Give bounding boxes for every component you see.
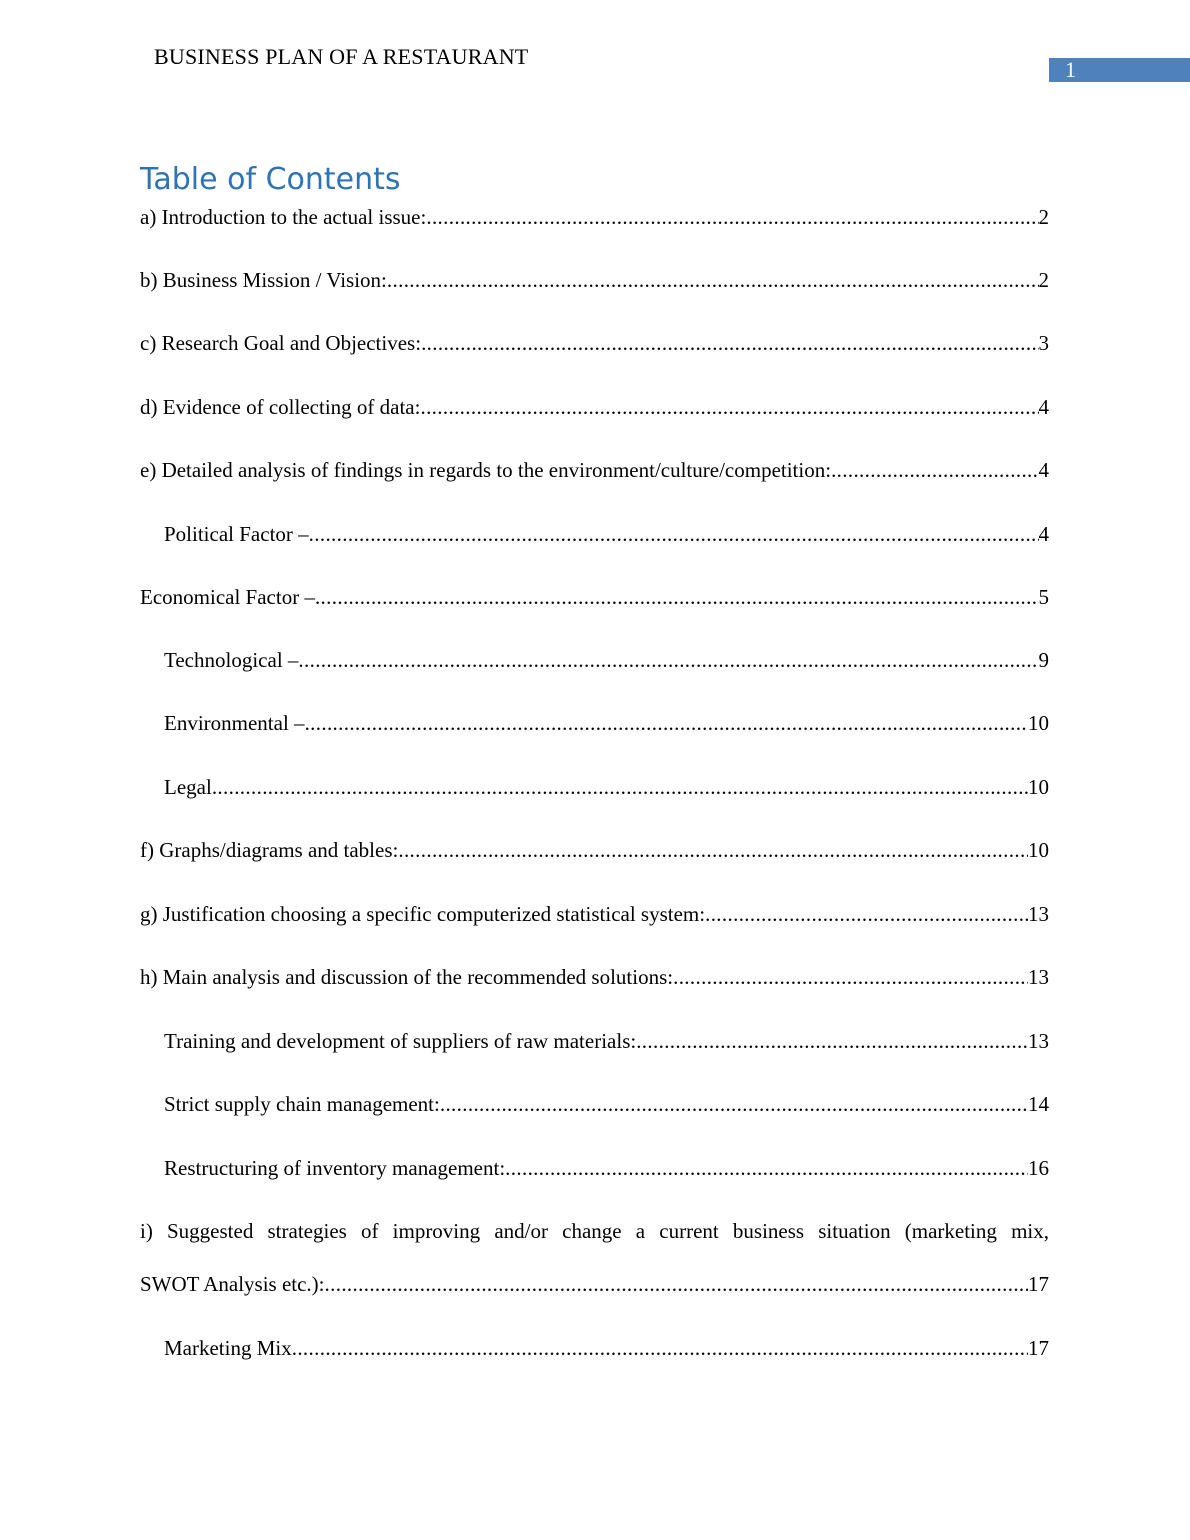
- toc-dot-leader: [309, 519, 1039, 549]
- toc-entry[interactable]: [140, 962, 1049, 992]
- toc-entry-page: 4: [1038, 522, 1049, 546]
- toc-entry-label: Political Factor –: [164, 522, 309, 546]
- toc-entry-label: g) Justification choosing a specific computerized statistical system:: [140, 902, 706, 926]
- toc-entry-label: Marketing Mix: [164, 1336, 292, 1360]
- toc-entry-page: 14: [1028, 1092, 1049, 1116]
- toc-entry[interactable]: [140, 455, 1049, 485]
- toc-subentry[interactable]: [164, 1153, 1049, 1183]
- toc-dot-leader: [420, 392, 1038, 422]
- toc-dot-leader: [505, 1153, 1028, 1183]
- toc-entry[interactable]: [140, 328, 1049, 358]
- toc-entry-label: Strict supply chain management:: [164, 1092, 440, 1116]
- toc-entry-line2: [140, 1269, 1049, 1299]
- toc-entry-page: 4: [1038, 395, 1049, 419]
- toc-subentry[interactable]: [164, 645, 1049, 675]
- toc-dot-leader: [305, 708, 1028, 738]
- toc-dot-leader: [325, 1269, 1028, 1299]
- toc-entry-label: f) Graphs/diagrams and tables:: [140, 838, 399, 862]
- toc-dot-leader: [292, 1333, 1028, 1363]
- toc-entry-page: 13: [1028, 902, 1049, 926]
- toc-entry[interactable]: [140, 835, 1049, 865]
- page-number: 1: [1065, 57, 1076, 82]
- toc-entry-label-line2: SWOT Analysis etc.):: [140, 1272, 325, 1296]
- toc-entry-page: 13: [1028, 965, 1049, 989]
- toc-entry-page: 10: [1028, 775, 1049, 799]
- toc-entry-page: 4: [1038, 458, 1049, 482]
- toc-subentry[interactable]: [164, 1089, 1049, 1119]
- toc-dot-leader: [298, 645, 1038, 675]
- toc-entry-page: 2: [1038, 268, 1049, 292]
- toc-entry-page: 17: [1028, 1336, 1049, 1360]
- toc-entry[interactable]: [140, 582, 1049, 612]
- toc-dot-leader: [421, 328, 1038, 358]
- toc-entry-label: e) Detailed analysis of findings in regards to the environment/culture/competition:: [140, 458, 832, 482]
- toc-dot-leader: [426, 202, 1038, 232]
- toc-dot-leader: [315, 582, 1039, 612]
- toc-subentry[interactable]: [164, 772, 1049, 802]
- toc-entry-label: Technological –: [164, 648, 299, 672]
- page-number-badge: [1049, 58, 1190, 82]
- toc-entry-page: 17: [1028, 1272, 1049, 1296]
- toc-entry-label: b) Business Mission / Vision:: [140, 268, 387, 292]
- toc-dot-leader: [212, 772, 1028, 802]
- toc-dot-leader: [673, 962, 1028, 992]
- toc-entry-label: c) Research Goal and Objectives:: [140, 331, 422, 355]
- toc-dot-leader: [440, 1089, 1028, 1119]
- toc-entry-label: a) Introduction to the actual issue:: [140, 205, 427, 229]
- toc-entry[interactable]: [140, 202, 1049, 232]
- toc-dot-leader: [398, 835, 1028, 865]
- toc-entry[interactable]: [140, 392, 1049, 422]
- toc-entry-page: 9: [1038, 648, 1049, 672]
- toc-subentry[interactable]: [164, 1026, 1049, 1056]
- toc-dot-leader: [831, 455, 1038, 485]
- toc-entry-label: Restructuring of inventory management:: [164, 1156, 506, 1180]
- toc-dot-leader: [387, 265, 1039, 295]
- toc-entry-page: 10: [1028, 711, 1049, 735]
- toc-entry-label: h) Main analysis and discussion of the recommended solutions:: [140, 965, 674, 989]
- toc-entry[interactable]: [140, 899, 1049, 929]
- toc-subentry[interactable]: [164, 708, 1049, 738]
- toc-entry-label-line1: i) Suggested strategies of improving and/or change a current business situation (marketing mix,: [140, 1219, 1049, 1243]
- toc-entry-page: 13: [1028, 1029, 1049, 1053]
- toc-dot-leader: [705, 899, 1028, 929]
- toc-entry-page: 3: [1038, 331, 1049, 355]
- toc-entry-label: Training and development of suppliers of raw materials:: [164, 1029, 637, 1053]
- toc-subentry[interactable]: [164, 1333, 1049, 1363]
- toc-entry-page: 2: [1038, 205, 1049, 229]
- toc-subentry[interactable]: [164, 519, 1049, 549]
- toc-dot-leader: [636, 1026, 1028, 1056]
- toc-entry-label: Economical Factor –: [140, 585, 315, 609]
- toc-entry-label: Legal: [164, 775, 212, 799]
- toc-entry-label: d) Evidence of collecting of data:: [140, 395, 421, 419]
- toc-entry-page: 16: [1028, 1156, 1049, 1180]
- toc-entry-label: Environmental –: [164, 711, 305, 735]
- toc-entry-page: 5: [1038, 585, 1049, 609]
- toc-entry[interactable]: [140, 265, 1049, 295]
- toc-heading: Table of Contents: [140, 162, 401, 197]
- running-header-title: BUSINESS PLAN OF A RESTAURANT: [154, 44, 529, 69]
- toc-entry-page: 10: [1028, 838, 1049, 862]
